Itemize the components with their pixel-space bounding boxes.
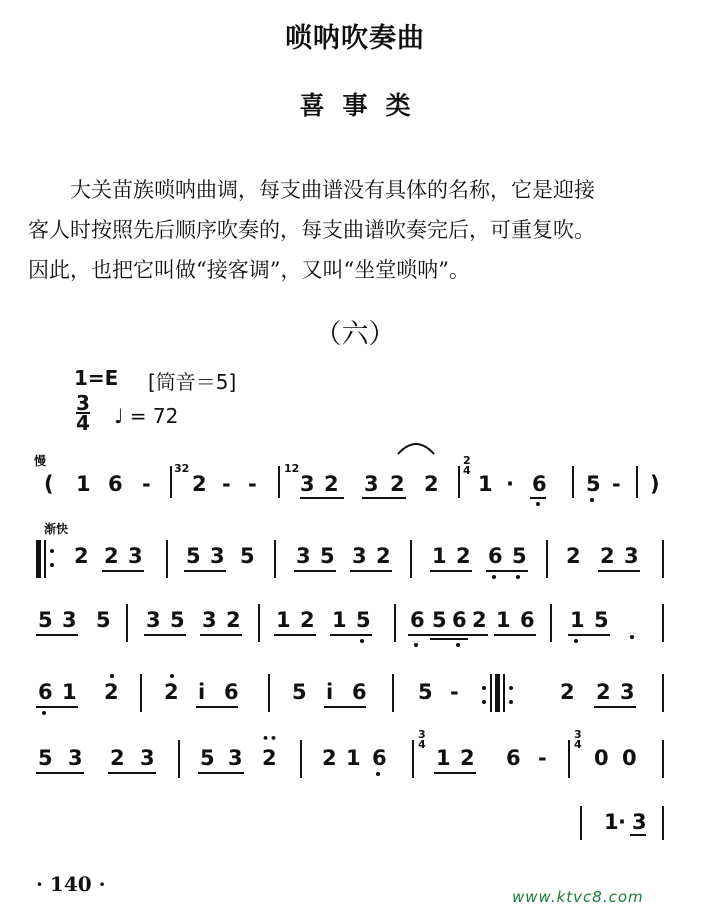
intro-line: 大关苗族唢呐曲调，每支曲谱没有具体的名称，它是迎接	[70, 178, 595, 202]
note: 2	[460, 746, 475, 770]
high-dot	[110, 674, 114, 678]
note: ·	[618, 810, 626, 834]
note: 2	[424, 472, 439, 496]
note: 5	[418, 680, 433, 704]
note: 1	[332, 608, 347, 632]
low-dot	[360, 639, 364, 643]
note: i	[198, 680, 206, 704]
note: 1	[432, 544, 447, 568]
note: 5	[170, 608, 185, 632]
barline	[278, 466, 280, 498]
barline	[268, 674, 270, 712]
low-dot	[574, 639, 578, 643]
note: 2	[560, 680, 575, 704]
note: 2	[262, 746, 277, 770]
note: 2	[74, 544, 89, 568]
note: 3	[210, 544, 225, 568]
beam	[144, 634, 186, 636]
barline	[392, 674, 394, 712]
barline	[458, 466, 460, 498]
beam	[430, 638, 468, 640]
ornament-icon: ••	[262, 732, 279, 745]
note: 6	[520, 608, 535, 632]
note: 6	[506, 746, 521, 770]
barline	[568, 740, 570, 778]
meter-change: 3 4	[574, 728, 582, 751]
tempo-marking: ♩ = 72	[114, 404, 179, 428]
repeat-dot	[482, 686, 486, 690]
beam	[350, 570, 392, 572]
note: 3	[146, 608, 161, 632]
barline	[662, 740, 664, 778]
note: 5	[292, 680, 307, 704]
note: 0	[594, 746, 609, 770]
barline	[662, 674, 664, 712]
note: 2	[390, 472, 405, 496]
note: 6	[410, 608, 425, 632]
beam	[408, 634, 488, 636]
note: 2	[110, 746, 125, 770]
note: 1	[346, 746, 361, 770]
barline	[410, 540, 412, 578]
note: 5	[38, 608, 53, 632]
barline	[258, 604, 260, 642]
note: 1	[436, 746, 451, 770]
repeat-dot	[482, 700, 486, 704]
fermata-icon	[396, 438, 436, 456]
grace-note: 32	[174, 462, 190, 475]
meter-change: 3 4	[418, 728, 426, 751]
repeat-dot	[50, 563, 54, 567]
beam	[184, 570, 226, 572]
barline	[572, 466, 574, 498]
note: 5	[240, 544, 255, 568]
note: 1	[496, 608, 511, 632]
note: 5	[356, 608, 371, 632]
note: 5	[432, 608, 447, 632]
note: -	[450, 680, 459, 704]
tuning-note: [筒音＝5]	[148, 370, 237, 394]
note: -	[538, 746, 547, 770]
note: 3	[632, 810, 647, 834]
barline	[170, 466, 172, 498]
low-dot	[492, 575, 496, 579]
watermark: www.ktvc8.com	[512, 888, 644, 906]
intro-paragraph	[28, 170, 678, 290]
low-dot	[590, 498, 594, 502]
note: 2	[322, 746, 337, 770]
beam	[274, 634, 316, 636]
note: 3	[228, 746, 243, 770]
note: 1	[570, 608, 585, 632]
note: 5	[594, 608, 609, 632]
note: 3	[352, 544, 367, 568]
repeat-dot	[509, 700, 513, 704]
beam	[434, 772, 476, 774]
low-dot	[376, 772, 380, 776]
low-dot	[414, 643, 418, 647]
low-dot	[516, 575, 520, 579]
barline	[662, 540, 664, 578]
note: 1	[76, 472, 91, 496]
beam	[102, 570, 144, 572]
high-dot	[170, 674, 174, 678]
beam	[494, 634, 536, 636]
note: 3	[68, 746, 83, 770]
note: 1	[62, 680, 77, 704]
repeat-dot	[509, 686, 513, 690]
barline	[546, 540, 548, 578]
beam	[300, 497, 344, 499]
beam	[430, 570, 472, 572]
note: 3	[620, 680, 635, 704]
note: 2	[226, 608, 241, 632]
beam	[568, 634, 610, 636]
note: 2	[566, 544, 581, 568]
note: 6	[532, 472, 547, 496]
intro-line: 因此，也把它叫做“接客调”，又叫“坐堂唢呐”。	[28, 258, 470, 282]
barline	[412, 740, 414, 778]
note: 1	[276, 608, 291, 632]
accel-mark: 渐快	[44, 522, 69, 536]
beam	[598, 570, 640, 572]
note: 5	[96, 608, 111, 632]
beam	[108, 772, 156, 774]
note: 3	[624, 544, 639, 568]
beam	[196, 706, 238, 708]
barline	[394, 604, 396, 642]
note: )	[650, 472, 660, 496]
note: 3	[62, 608, 77, 632]
low-dot	[536, 502, 540, 506]
note: -	[222, 472, 231, 496]
meter-change: 2 4	[463, 454, 471, 477]
barline	[140, 674, 142, 712]
page-title: 唢呐吹奏曲	[285, 23, 425, 54]
note: 2	[104, 544, 119, 568]
page-number: · 140 ·	[36, 872, 106, 896]
note: (	[44, 472, 54, 496]
barline	[178, 740, 180, 778]
beam	[36, 634, 78, 636]
note: 3	[140, 746, 155, 770]
note: 0	[622, 746, 637, 770]
beam	[362, 497, 406, 499]
note: 2	[324, 472, 339, 496]
note: 6	[372, 746, 387, 770]
note: 6	[352, 680, 367, 704]
note: -	[142, 472, 151, 496]
beam	[630, 834, 646, 836]
low-dot	[456, 643, 460, 647]
beam	[594, 706, 636, 708]
barline	[580, 806, 582, 840]
intro-line: 客人时按照先后顺序吹奏的，每支曲谱吹奏完后，可重复吹。	[28, 218, 595, 242]
barline	[662, 806, 664, 840]
barline	[300, 740, 302, 778]
note: 1	[478, 472, 493, 496]
note: 2	[596, 680, 611, 704]
note: 6	[452, 608, 467, 632]
note: ·	[506, 472, 514, 496]
time-signature	[76, 391, 90, 435]
note: 5	[512, 544, 527, 568]
barline	[126, 604, 128, 642]
note: -	[248, 472, 257, 496]
note: 5	[38, 746, 53, 770]
note: 2	[472, 608, 487, 632]
beam	[294, 570, 336, 572]
note: i	[326, 680, 334, 704]
key-signature: 1=E	[74, 366, 119, 390]
note: 2	[192, 472, 207, 496]
note: 6	[108, 472, 123, 496]
note: 6	[488, 544, 503, 568]
repeat-dot	[50, 549, 54, 553]
slow-mark: 慢	[34, 454, 47, 468]
beam	[36, 706, 78, 708]
barline	[550, 604, 552, 642]
beam	[200, 634, 242, 636]
beam	[486, 570, 528, 572]
repeat-start	[503, 674, 505, 712]
note: 2	[600, 544, 615, 568]
note: 5	[320, 544, 335, 568]
note: 2	[104, 680, 119, 704]
note: 3	[364, 472, 379, 496]
repeat-start	[36, 540, 41, 578]
note: 3	[128, 544, 143, 568]
low-dot	[630, 635, 634, 639]
note: 6	[38, 680, 53, 704]
beam	[36, 772, 84, 774]
beam	[324, 706, 366, 708]
beam	[530, 497, 546, 499]
note: 2	[300, 608, 315, 632]
time-sig-bottom: 4	[76, 411, 90, 435]
low-dot	[42, 711, 46, 715]
repeat-end	[495, 674, 500, 712]
repeat-end	[490, 674, 492, 712]
note: -	[612, 472, 621, 496]
note: 5	[200, 746, 215, 770]
note: 6	[224, 680, 239, 704]
section-title: 喜事类	[299, 91, 429, 120]
note: 5	[586, 472, 601, 496]
barline	[662, 604, 664, 642]
beam	[198, 772, 244, 774]
time-sig-top: 3	[76, 391, 90, 415]
note: 5	[186, 544, 201, 568]
note: 3	[202, 608, 217, 632]
note: 2	[456, 544, 471, 568]
beam	[330, 634, 372, 636]
barline	[274, 540, 276, 578]
note: 3	[296, 544, 311, 568]
note: 1	[604, 810, 619, 834]
note: 2	[376, 544, 391, 568]
repeat-start	[44, 540, 46, 578]
piece-number: （六）	[314, 319, 396, 350]
note: 3	[300, 472, 315, 496]
grace-note: 12	[284, 462, 300, 475]
barline	[636, 466, 638, 498]
note: 2	[164, 680, 179, 704]
barline	[166, 540, 168, 578]
